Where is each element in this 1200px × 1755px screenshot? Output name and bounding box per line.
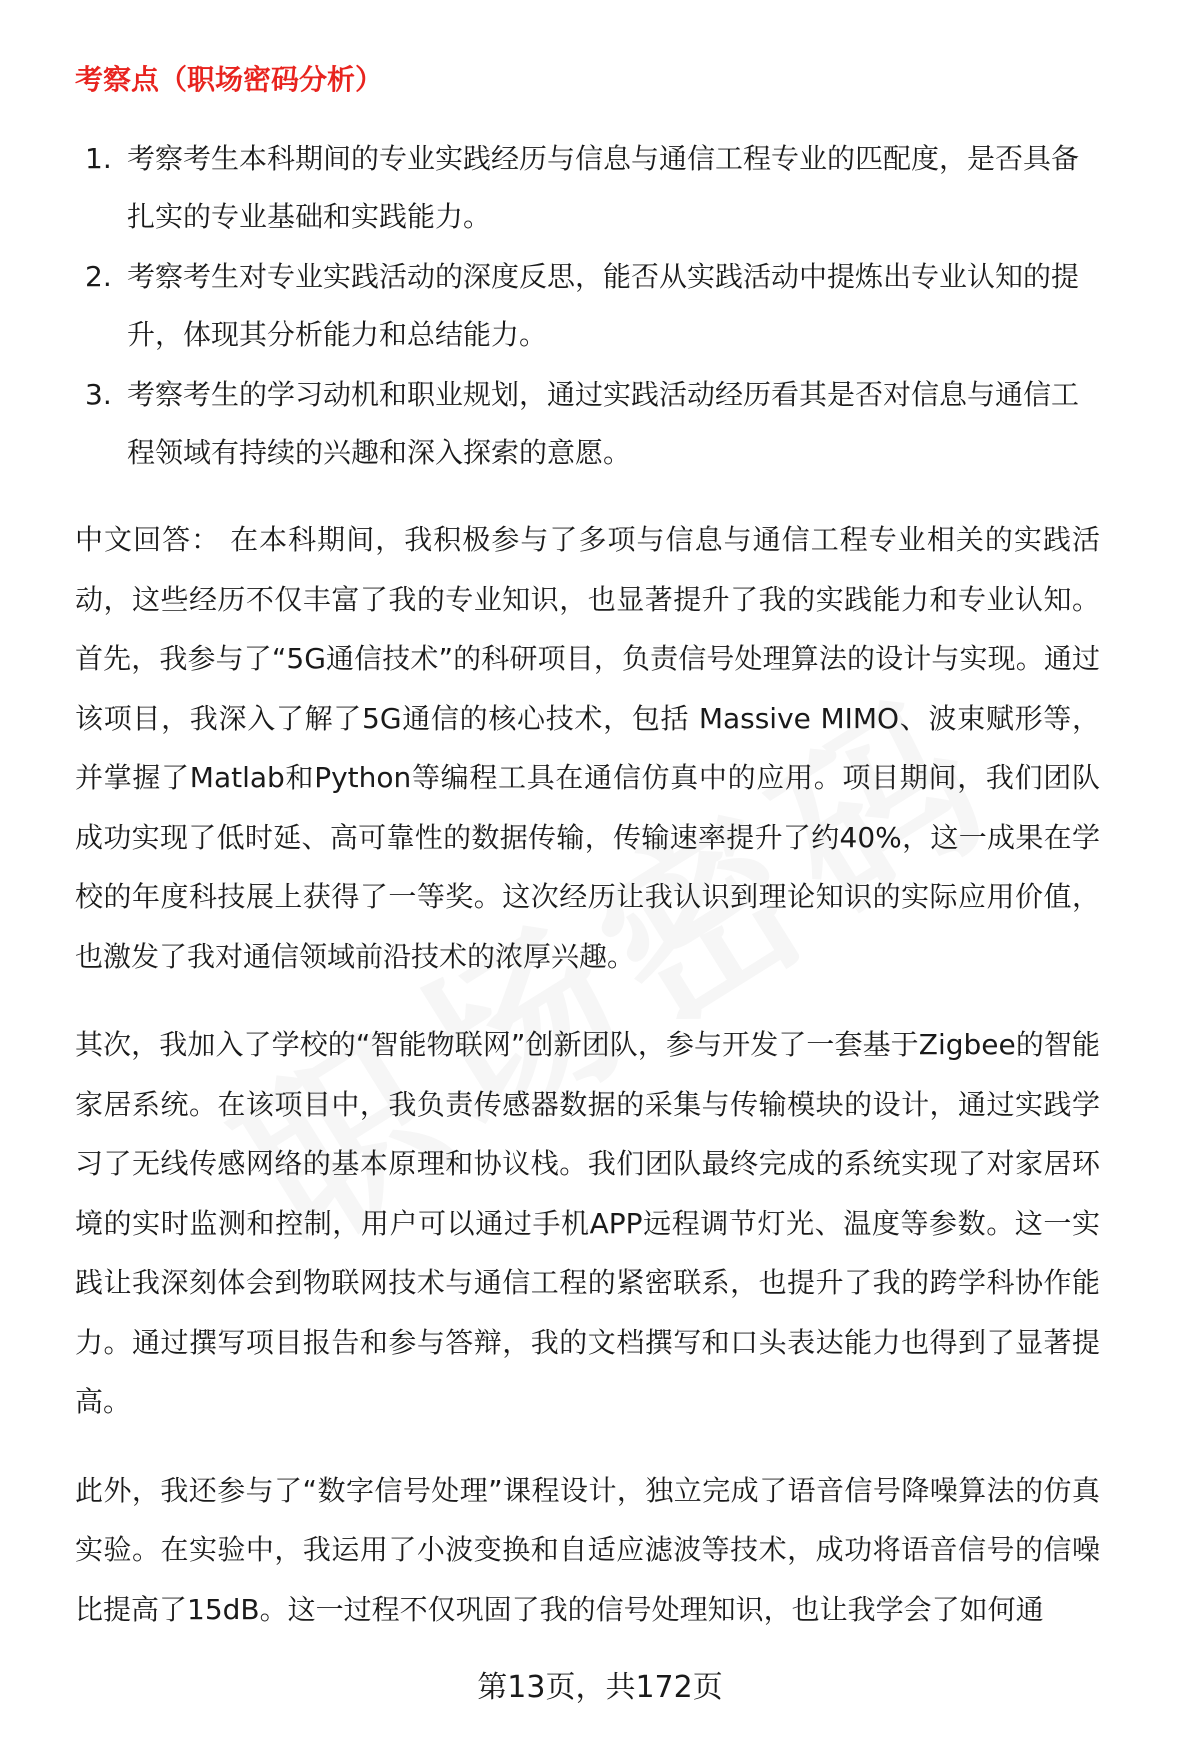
answer-paragraph: 中文回答： 在本科期间，我积极参与了多项与信息与通信工程专业相关的实践活动，这些经历不仅丰富了我的专业知识，也显著提升了我的实践能力和专业认知。首先，我参与了“5G通信技术”的科研项目，负责信号处理算法的设计与实现。通过该项目，我深入了解了5G通信的核心技术，包括 Massive MIMO、波束赋形等，并掌握了Matlab和Python等编程工具在通信仿真中的应用。项目期间，我们团队成功实现了低时延、高可靠性的数据传输，传输速率提升了约40%，这一成果在学校的年度科技展上获得了一等奖。这次经历让我认识到理论知识的实际应用价值，也激发了我对通信领域前沿技术的浓厚兴趣。 — [75, 523, 1100, 973]
list-item-number: 2. — [85, 260, 112, 293]
list-item-text: 考察考生本科期间的专业实践经历与信息与通信工程专业的匹配度，是否具备扎实的专业基础和实践能力。 — [127, 142, 1080, 233]
section-title: 考察点（职场密码分析） — [75, 63, 384, 96]
list-item-text: 考察考生的学习动机和职业规划，通过实践活动经历看其是否对信息与通信工程领域有持续的兴趣和深入探索的意愿。 — [127, 378, 1080, 469]
assessment-points-list — [75, 130, 1100, 482]
list-item-number: 1. — [85, 142, 112, 175]
list-item — [75, 248, 1100, 364]
list-item — [75, 130, 1100, 246]
answer-paragraph: 其次，我加入了学校的“智能物联网”创新团队，参与开发了一套基于Zigbee的智能家居系统。在该项目中，我负责传感器数据的采集与传输模块的设计，通过实践学习了无线传感网络的基本原理和协议栈。我们团队最终完成的系统实现了对家居环境的实时监测和控制，用户可以通过手机APP远程调节灯光、温度等参数。这一实践让我深刻体会到物联网技术与通信工程的紧密联系，也提升了我的跨学科协作能力。通过撰写项目报告和参与答辩，我的文档撰写和口头表达能力也得到了显著提高。 — [75, 1028, 1100, 1418]
list-item — [75, 366, 1100, 482]
list-item-text: 考察考生对专业实践活动的深度反思，能否从实践活动中提炼出专业认知的提升，体现其分析能力和总结能力。 — [127, 260, 1080, 351]
answer-paragraph: 此外，我还参与了“数字信号处理”课程设计，独立完成了语音信号降噪算法的仿真实验。在实验中，我运用了小波变换和自适应滤波等技术，成功将语音信号的信噪比提高了15dB。这一过程不仅巩固了我的信号处理知识，也让我学会了如何通 — [75, 1473, 1100, 1626]
page-number-footer: 第13页，共172页 — [477, 1670, 723, 1705]
list-item-number: 3. — [85, 378, 112, 411]
